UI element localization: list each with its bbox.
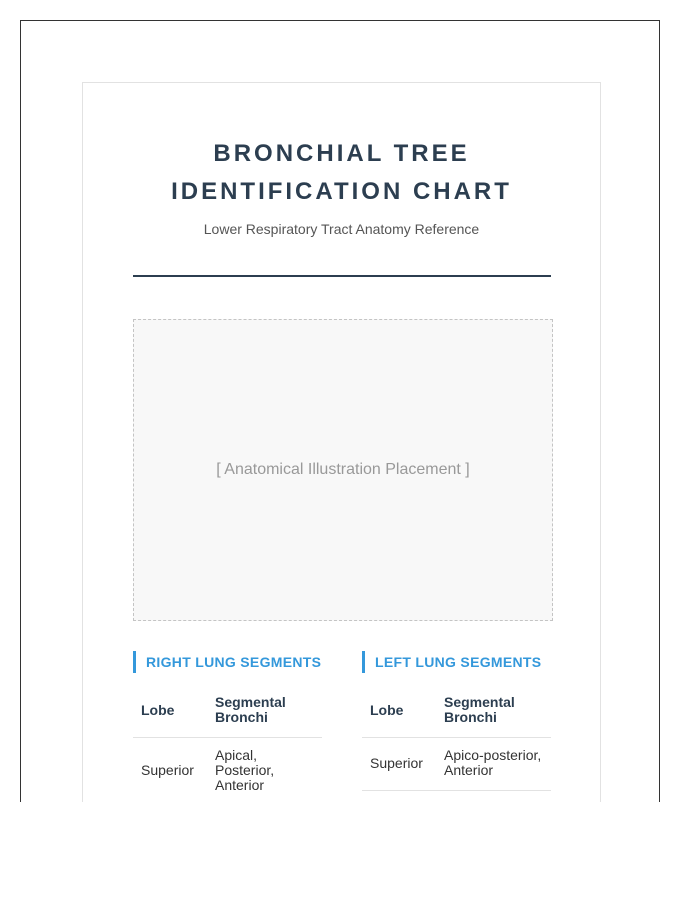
table-header-row xyxy=(362,687,551,738)
page-frame xyxy=(20,20,660,802)
right-lung-section xyxy=(133,651,322,802)
right-lung-table xyxy=(133,687,322,802)
column-header-segmental-bronchi: Segmental Bronchi xyxy=(436,687,551,738)
left-lung-table xyxy=(362,687,551,791)
table-row xyxy=(362,738,551,791)
table-header-row xyxy=(133,687,322,738)
column-header-lobe: Lobe xyxy=(133,687,207,738)
lobe-cell: Superior xyxy=(133,738,207,803)
document-sheet xyxy=(82,82,601,802)
left-lung-section xyxy=(362,651,551,791)
left-lung-heading: LEFT LUNG SEGMENTS xyxy=(362,651,551,673)
header-divider xyxy=(133,275,551,277)
column-header-lobe: Lobe xyxy=(362,687,436,738)
page-title xyxy=(83,135,600,211)
lobe-cell: Superior xyxy=(362,738,436,791)
right-lung-heading: RIGHT LUNG SEGMENTS xyxy=(133,651,322,673)
document-header xyxy=(83,135,600,237)
bronchi-cell: Apical, Posterior, Anterior xyxy=(207,738,322,803)
table-row xyxy=(133,738,322,803)
title-line-2: IDENTIFICATION CHART xyxy=(171,178,512,205)
title-line-1: BRONCHIAL TREE xyxy=(213,140,470,167)
illustration-placeholder xyxy=(133,319,553,621)
illustration-placeholder-label: [ Anatomical Illustration Placement ] xyxy=(216,461,470,478)
page-subtitle: Lower Respiratory Tract Anatomy Reference xyxy=(203,221,480,237)
column-header-segmental-bronchi: Segmental Bronchi xyxy=(207,687,322,738)
bronchi-cell: Apico-posterior, Anterior xyxy=(436,738,551,791)
